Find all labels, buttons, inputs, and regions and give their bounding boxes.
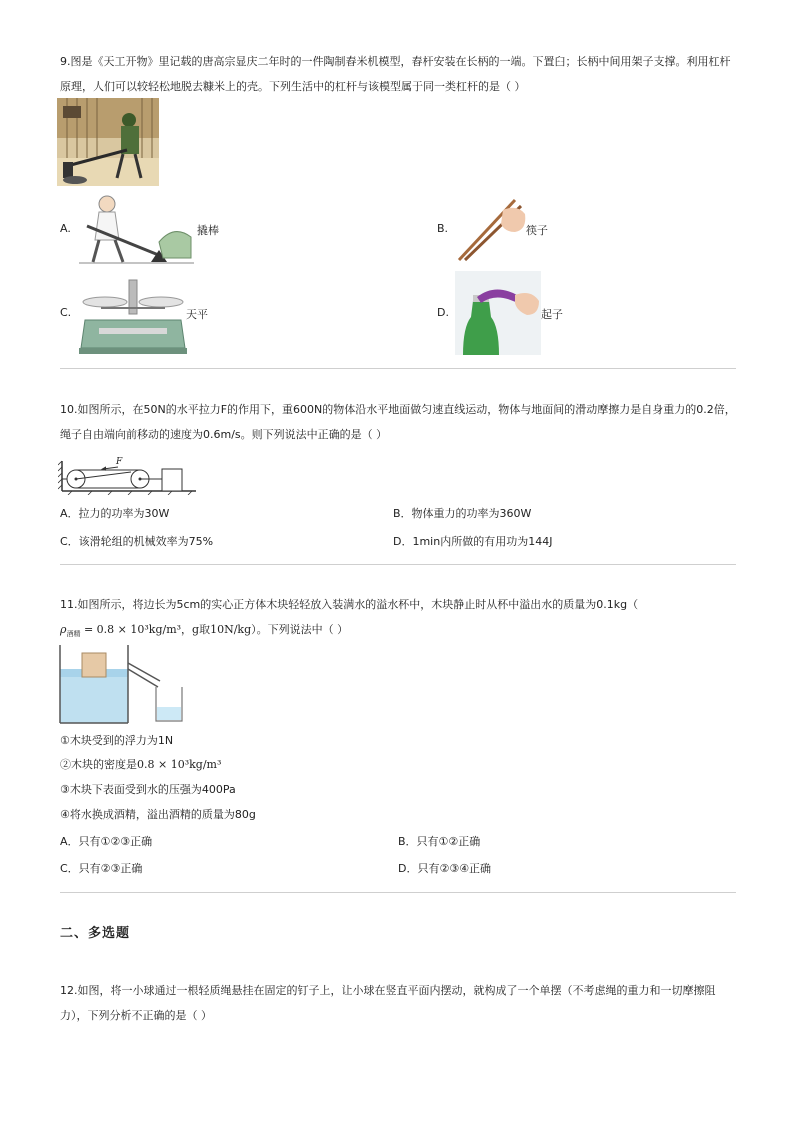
q10-stem-line1: 10.如图所示，在50N的水平拉力F的作用下，重600N的物体沿水平地面做匀速直线运动，物体与地面间的滑动摩擦力是自身重力的0.2倍， bbox=[60, 403, 736, 416]
pulley-system-diagram bbox=[58, 455, 198, 495]
q9-option-d-label: 起子 bbox=[541, 308, 563, 321]
q10-option-d[interactable]: D．1min内所做的有用功为144J bbox=[393, 535, 553, 548]
divider bbox=[60, 892, 736, 893]
rho-symbol: ρ bbox=[60, 623, 67, 636]
q12-stem-line2: 力），下列分析不正确的是（ ） bbox=[60, 1009, 212, 1022]
q9-stem-line2: 原理，人们可以较轻松地脱去糠米上的壳。下列生活中的杠杆与该模型属于同一类杠杆的是（ ） bbox=[60, 80, 526, 93]
q11-option-c[interactable]: C．只有②③正确 bbox=[60, 862, 143, 875]
divider bbox=[60, 368, 736, 369]
q11-stem-line1: 11.如图所示，将边长为5cm的实心正方体木块轻轻放入装满水的溢水杯中，木块静止时从杯中溢出水的质量为0.1kg（ bbox=[60, 598, 639, 611]
force-label: F bbox=[116, 457, 123, 467]
q9-option-b-label: 筷子 bbox=[526, 224, 548, 237]
bottle-opener-picture bbox=[455, 271, 541, 355]
q11-statement-4: ④将水换成酒精，溢出酒精的质量为80g bbox=[60, 808, 256, 821]
q9-option-c-label: 天平 bbox=[186, 308, 208, 321]
q11-option-d[interactable]: D．只有②③④正确 bbox=[398, 862, 492, 875]
q11-option-b[interactable]: B．只有①②正确 bbox=[398, 835, 481, 848]
q9-option-b-letter[interactable]: B. bbox=[437, 222, 449, 235]
q11-stem-line2-rest: = 0.8 × 10³kg/m³，g取10N/kg）。下列说法中（ ） bbox=[80, 623, 349, 636]
crowbar-lever-picture bbox=[79, 192, 194, 267]
q11-option-a[interactable]: A．只有①②③正确 bbox=[60, 835, 153, 848]
section-title: 二、多选题 bbox=[60, 926, 131, 941]
q10-option-c[interactable]: C．该滑轮组的机械效率为75% bbox=[60, 535, 214, 548]
q11-statement-3: ③木块下表面受到水的压强为400Pa bbox=[60, 783, 236, 796]
q11-statement-1: ①木块受到的浮力为1N bbox=[60, 734, 174, 747]
balance-scale-picture bbox=[79, 276, 187, 356]
q10-option-b[interactable]: B．物体重力的功率为360W bbox=[393, 507, 532, 520]
q9-stem-line1: 9.图是《天工开物》里记载的唐高宗显庆二年时的一件陶制舂米机模型，舂杆安装在长柄的一端。下置臼；长柄中间用架子支撑。利用杠杆 bbox=[60, 55, 731, 68]
q9-option-a-label: 撬棒 bbox=[197, 224, 219, 237]
divider bbox=[60, 564, 736, 565]
overflow-cup-diagram bbox=[58, 645, 193, 725]
q12-stem-line1: 12.如图，将一小球通过一根轻质绳悬挂在固定的钉子上，让小球在竖直平面内摆动，就构成了一个单摆（不考虑绳的重力和一切摩擦阻 bbox=[60, 984, 716, 997]
tiangong-mortar-illustration bbox=[57, 98, 159, 186]
q10-stem-line2: 绳子自由端向前移动的速度为0.6m/s。则下列说法中正确的是（ ） bbox=[60, 428, 388, 441]
chopsticks-picture bbox=[455, 196, 527, 262]
q10-option-a[interactable]: A．拉力的功率为30W bbox=[60, 507, 170, 520]
q11-statement-2: ②木块的密度是0.8 × 10³kg/m³ bbox=[60, 758, 222, 771]
rho-subscript: 酒精 bbox=[66, 630, 81, 639]
q9-option-c-letter[interactable]: C. bbox=[60, 306, 72, 319]
q9-option-a-letter[interactable]: A. bbox=[60, 222, 71, 235]
q11-stem-line2 bbox=[60, 623, 348, 641]
q9-option-d-letter[interactable]: D. bbox=[437, 306, 449, 319]
